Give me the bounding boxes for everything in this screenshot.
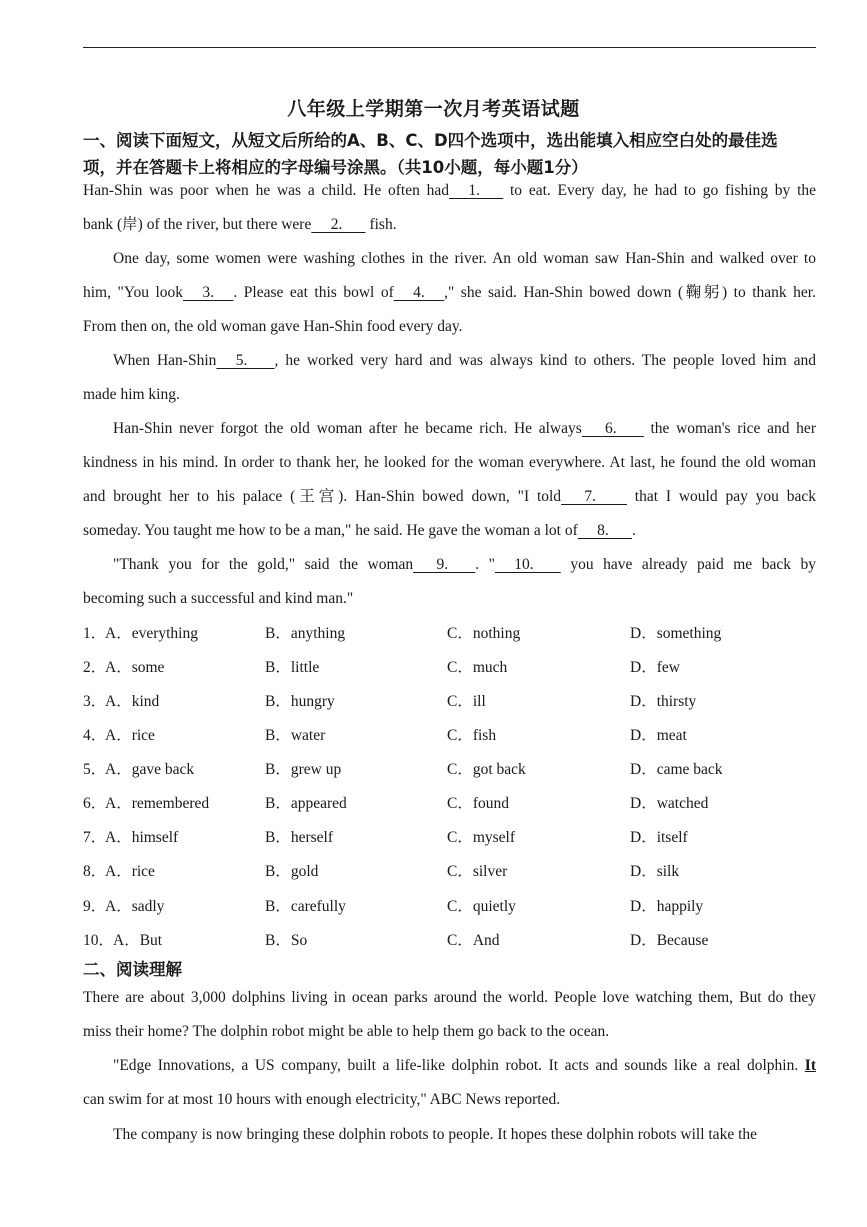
blank-4: 4. [393,284,445,301]
option-d[interactable]: D．meat [630,727,687,744]
section1-heading [83,127,823,181]
passage-line: and brought her to his palace (王宫). Han-Shin bowed down, "I told 7. that I would pay you back [83,480,816,514]
blank-7: 7. [561,488,627,505]
question-number: 8． [83,863,107,880]
option-d[interactable]: D．Because [630,932,709,949]
option-d[interactable]: D．something [630,625,722,642]
question-options-1 [83,617,816,651]
option-c[interactable]: C．found [447,795,510,812]
option-d[interactable]: D．came back [630,761,723,778]
question-options-5 [83,753,816,787]
blank-5: 5. [216,352,275,369]
passage-line: There are about 3,000 dolphins living in ocean parks around the world. People love watching them, But do they [83,989,816,1006]
option-a[interactable]: A．sadly [105,898,165,915]
passage-line: him, "You look 3. . Please eat this bowl of 4. ," she said. Han-Shin bowed down (鞠躬) to thank her. [83,276,816,310]
blank-6: 6. [581,420,644,437]
question-options-7 [83,821,816,855]
option-d[interactable]: D．few [630,659,680,676]
option-a[interactable]: A．rice [105,863,155,880]
option-a[interactable]: A．himself [105,829,179,846]
option-a[interactable]: A．rice [105,727,155,744]
option-a[interactable]: A．gave back [105,761,195,778]
option-a[interactable]: A．kind [105,693,160,710]
passage-line: From then on, the old woman gave Han-Shin food every day. [83,318,463,335]
question-number: 3． [83,693,107,710]
option-b[interactable]: B．carefully [265,898,346,915]
option-d[interactable]: D．happily [630,898,704,915]
option-a[interactable]: A．But [113,932,163,949]
option-c[interactable]: C．nothing [447,625,521,642]
question-options-9 [83,890,816,924]
passage-line: Han-Shin was poor when he was a child. He often had 1. to eat. Every day, he had to go fishing by the [83,174,816,208]
option-b[interactable]: B．anything [265,625,346,642]
question-options-8 [83,855,816,889]
option-d[interactable]: D．silk [630,863,680,880]
question-number: 4． [83,727,107,744]
blank-10: 10. [494,556,561,573]
option-b[interactable]: B．gold [265,863,319,880]
passage-line: The company is now bringing these dolphin robots to people. It hopes these dolphin robots will take the [113,1126,758,1143]
option-c[interactable]: C．much [447,659,508,676]
question-number: 10． [83,932,115,949]
option-c[interactable]: C．quietly [447,898,516,915]
passage-line: bank (岸) of the river, but there were 2. fish. [83,208,816,242]
option-b[interactable]: B．little [265,659,320,676]
top-rule [83,47,816,48]
section1-heading-line2: 项，并在答题卡上将相应的字母编号涂黑。（共10小题，每小题1分） [83,158,588,177]
question-number: 6． [83,795,107,812]
passage-line: Han-Shin never forgot the old woman after he became rich. He always 6. the woman's rice and her [83,412,816,446]
question-number: 9． [83,898,107,915]
passage-line: "Thank you for the gold," said the woman 9. . " 10. you have already paid me back by [83,548,816,582]
option-b[interactable]: B．grew up [265,761,342,778]
passage-line: miss their home? The dolphin robot might be able to help them go back to the ocean. [83,1023,610,1040]
passage-line: can swim for at most 10 hours with enough electricity," ABC News reported. [83,1091,561,1108]
blank-1: 1. [448,182,504,199]
passage-line: One day, some women were washing clothes in the river. An old woman saw Han-Shin and walked over to [113,250,816,267]
blank-8: 8. [577,522,633,539]
question-options-6 [83,787,816,821]
question-number: 5． [83,761,107,778]
option-d[interactable]: D．watched [630,795,709,812]
question-options-4 [83,719,816,753]
passage-line: kindness in his mind. In order to thank her, he looked for the woman everywhere. At last, he found the old woman [83,454,816,471]
blank-3: 3. [183,284,234,301]
option-c[interactable]: C．myself [447,829,516,846]
option-d[interactable]: D．itself [630,829,688,846]
blank-9: 9. [413,556,476,573]
option-c[interactable]: C．silver [447,863,508,880]
question-options-3 [83,685,816,719]
underlined-it: It [804,1057,816,1074]
option-a[interactable]: A．everything [105,625,198,642]
passage-line: becoming such a successful and kind man." [83,590,354,607]
option-d[interactable]: D．thirsty [630,693,697,710]
question-options-2 [83,651,816,685]
option-b[interactable]: B．water [265,727,326,744]
passage-line: someday. You taught me how to be a man," he said. He gave the woman a lot of 8. . [83,514,816,548]
passage-line: "Edge Innovations, a US company, built a life-like dolphin robot. It acts and sounds like a real dolphin. It [113,1057,816,1074]
blank-2: 2. [311,216,366,233]
page-title: 八年级上学期第一次月考英语试题 [287,98,580,120]
section1-heading-line1: 一、阅读下面短文，从短文后所给的A、B、C、D四个选项中，选出能填入相应空白处的最佳选 [83,131,778,150]
section2-heading: 二、阅读理解 [83,960,182,979]
option-c[interactable]: C．ill [447,693,486,710]
question-number: 2． [83,659,107,676]
question-number: 7． [83,829,107,846]
option-c[interactable]: C．And [447,932,500,949]
option-c[interactable]: C．fish [447,727,497,744]
option-c[interactable]: C．got back [447,761,526,778]
option-a[interactable]: A．remembered [105,795,210,812]
passage-line: made him king. [83,386,180,403]
question-number: 1． [83,625,107,642]
option-b[interactable]: B．hungry [265,693,335,710]
option-a[interactable]: A．some [105,659,165,676]
option-b[interactable]: B．herself [265,829,334,846]
passage-line: When Han-Shin 5. , he worked very hard and was always kind to others. The people loved him and [83,344,816,378]
option-b[interactable]: B．So [265,932,308,949]
option-b[interactable]: B．appeared [265,795,347,812]
question-options-10 [83,924,816,958]
